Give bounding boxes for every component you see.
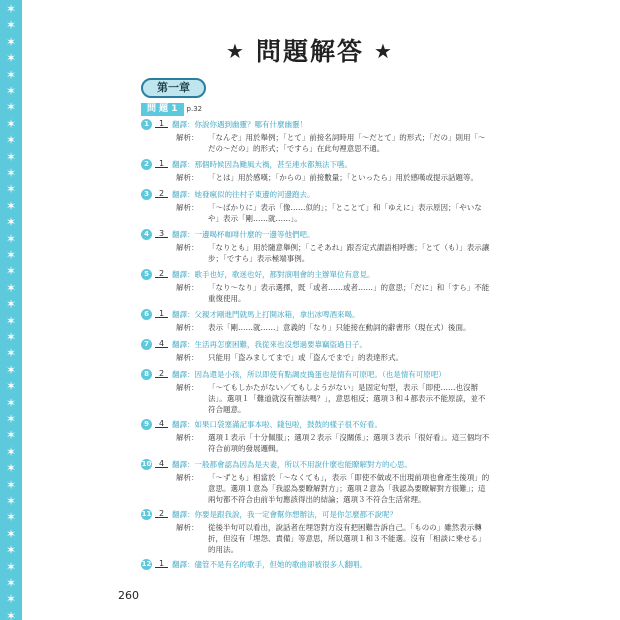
question-number-badge: 7 — [141, 339, 152, 350]
translation-body: 你要是跟我說，我一定會幫你想辦法，可是你怎麼都不說呢？ — [194, 510, 397, 519]
answer-item — [141, 189, 491, 223]
translation-row — [141, 509, 491, 520]
explanation-label: 解析： — [176, 323, 199, 332]
explanation — [176, 432, 492, 454]
strip-star-icon: ✶ — [5, 166, 17, 180]
explanation-label: 解析： — [176, 523, 199, 532]
translation-body: 生活再怎麼困難，我從來也沒想過要靠竊盜過日子。 — [194, 340, 367, 349]
decorative-star-strip — [0, 0, 22, 620]
translation-label: 翻譯： — [172, 340, 195, 349]
explanation — [176, 172, 492, 183]
strip-star-icon: ✶ — [5, 18, 17, 33]
translation-row — [141, 309, 491, 320]
page-title-text: 問題解答 — [255, 37, 364, 66]
strip-star-icon: ✶ — [5, 412, 17, 426]
translation-body: 她發瘋似的往村子東邊的河邊跑去。 — [194, 190, 315, 199]
answer-choice: 2 — [155, 188, 168, 198]
strip-star-icon: ✶ — [5, 182, 17, 197]
answer-choice: 4 — [155, 458, 168, 468]
question-number-badge: 11 — [141, 510, 152, 518]
strip-star-icon: ✶ — [5, 2, 17, 16]
answer-choice: 4 — [155, 338, 168, 348]
translation-row — [141, 369, 491, 380]
translation-body: 如果口袋塞滿記事本啦、錢包啦，鼓鼓的樣子很不好看。 — [194, 420, 382, 429]
translation-label: 翻譯： — [172, 160, 195, 169]
translation-row — [141, 119, 491, 130]
strip-star-icon: ✶ — [5, 51, 17, 66]
translation-body: 那個時候因為颱風大禍，甚至連水都無法下嚥。 — [194, 160, 352, 169]
translation-label: 翻譯： — [172, 270, 195, 279]
translation-row — [141, 419, 491, 430]
explanation — [176, 352, 492, 363]
translation-label: 翻譯： — [172, 120, 195, 129]
strip-star-icon: ✶ — [5, 297, 17, 312]
translation-text — [172, 119, 307, 130]
strip-star-icon: ✶ — [5, 444, 17, 459]
translation-text — [172, 189, 315, 200]
answer-item — [141, 509, 491, 554]
strip-star-icon: ✶ — [5, 264, 17, 279]
translation-row — [141, 559, 491, 570]
strip-star-icon: ✶ — [5, 133, 17, 148]
explanation — [176, 522, 492, 555]
translation-text — [172, 509, 397, 520]
explanation — [176, 132, 492, 154]
translation-text — [172, 309, 360, 320]
translation-label: 翻譯： — [172, 420, 195, 429]
strip-star-icon: ✶ — [5, 461, 17, 476]
explanation — [176, 472, 492, 505]
answer-choice: 1 — [155, 158, 168, 168]
strip-star-icon: ✶ — [5, 526, 17, 541]
answer-item — [141, 229, 491, 263]
answer-item — [141, 369, 491, 414]
question-number-badge: 6 — [141, 309, 152, 320]
answer-item — [141, 159, 491, 182]
translation-label: 翻譯： — [172, 510, 195, 519]
explanation-label: 解析： — [176, 173, 199, 182]
strip-star-icon: ✶ — [5, 592, 17, 607]
explanation-body: 只能用「盗みましてまで」或「盗んでまで」的表達形式。 — [208, 353, 403, 362]
explanation — [176, 322, 492, 333]
strip-star-icon: ✶ — [5, 67, 17, 82]
page-number: 260 — [118, 589, 139, 602]
explanation — [176, 282, 492, 304]
answer-choice: 2 — [155, 368, 168, 378]
translation-text — [172, 229, 315, 240]
translation-label: 翻譯： — [172, 230, 195, 239]
translation-text — [172, 159, 352, 170]
translation-text — [172, 269, 375, 280]
translation-row — [141, 159, 491, 170]
answer-item — [141, 559, 491, 570]
answer-choice: 1 — [155, 308, 168, 318]
explanation-body: 「～ばかりに」表示「像……似的」；「とことて」和「ゆえに」表示原因；「やいなや」表示「剛……就……」。 — [208, 203, 482, 223]
answer-item — [141, 119, 491, 153]
strip-star-icon: ✶ — [5, 346, 17, 361]
strip-star-icon: ✶ — [5, 100, 17, 115]
strip-star-icon: ✶ — [5, 477, 17, 492]
strip-star-icon: ✶ — [5, 116, 17, 131]
answer-item — [141, 269, 491, 303]
answer-item — [141, 309, 491, 332]
answer-item — [141, 419, 491, 453]
translation-text — [172, 339, 367, 350]
title-star-right-icon: ★ — [374, 39, 394, 63]
explanation-body: 「なり～なり」表示選擇，既「或者……或者……」的意思；「だに」和「すら」不能重復使用。 — [208, 283, 490, 303]
translation-body: 因為還是小孩，所以即使有點調皮搗蛋也是情有可原吧。（也是情有可原吧） — [194, 370, 446, 379]
explanation-body: 選項１表示「十分佩服」；選項２表示「沒關係」；選項３表示「很好看」。這三個均不符合前項的發展邏輯。 — [208, 433, 490, 453]
question-header — [141, 103, 202, 116]
strip-star-icon: ✶ — [5, 494, 17, 508]
translation-body: 儘管不是有名的歌手，但她的歌曲卻被很多人翻唱。 — [194, 560, 367, 569]
explanation-label: 解析： — [176, 353, 199, 362]
strip-star-icon: ✶ — [5, 34, 17, 49]
question-number-badge: 2 — [141, 159, 152, 170]
explanation-label: 解析： — [176, 433, 199, 442]
question-number-badge: 12 — [141, 560, 152, 568]
translation-row — [141, 189, 491, 200]
answer-choice: 3 — [155, 228, 168, 238]
explanation-body: 表示「剛……就……」意義的「なり」只能接在動詞的辭書形（現在式）後面。 — [208, 323, 471, 332]
explanation-label: 解析： — [176, 473, 199, 482]
translation-body: 歌手也好，歌迷也好，都對演唱會的主辦單位有意見。 — [194, 270, 375, 279]
explanation-label: 解析： — [176, 283, 199, 292]
explanation-label: 解析： — [176, 203, 199, 212]
explanation-body: 從後半句可以看出，說話者在埋怨對方沒有把困難告訴自己。「ものの」雖然表示轉折，但沒有「埋怨、責備」等意思，所以選項１和３不能選。沒有「相談に乗せる」的用法。 — [208, 523, 486, 554]
translation-body: 一邊喝杯咖啡什麼的一邊等他們吧。 — [194, 230, 315, 239]
answer-choice: 4 — [155, 418, 168, 428]
question-badge: 問 題 1 — [141, 103, 184, 116]
translation-text — [172, 369, 446, 380]
translation-body: 父親才剛進門就馬上打開冰箱，拿出冰啤酒來喝。 — [194, 310, 360, 319]
translation-row — [141, 459, 491, 470]
explanation-body: 「なりとも」用於隨意舉例；「こそあれ」跟否定式謂語相呼應；「とて（も）」表示讓步；「ですら」表示極端事例。 — [208, 243, 490, 263]
strip-star-icon: ✶ — [5, 559, 17, 574]
explanation-body: 「なんぞ」用於舉例；「とて」前接名詞時用「～だとて」的形式；「だの」則用「～だの～だの」的形式；「ですら」在此句裡意思不通。 — [208, 133, 486, 153]
answer-choice: 2 — [155, 268, 168, 278]
strip-star-icon: ✶ — [5, 379, 17, 394]
question-number-badge: 9 — [141, 419, 152, 430]
translation-body: 你說你遇到幽靈？哪有什麼幽靈！ — [194, 120, 307, 129]
translation-row — [141, 229, 491, 240]
translation-label: 翻譯： — [172, 460, 195, 469]
answer-choice: 2 — [155, 508, 168, 518]
translation-row — [141, 339, 491, 350]
strip-star-icon: ✶ — [5, 608, 17, 620]
explanation-label: 解析： — [176, 383, 199, 392]
strip-star-icon: ✶ — [5, 510, 17, 525]
page-title — [0, 32, 620, 68]
answer-item — [141, 459, 491, 504]
strip-star-icon: ✶ — [5, 543, 17, 558]
strip-star-icon: ✶ — [5, 215, 17, 230]
strip-star-icon: ✶ — [5, 576, 17, 590]
strip-star-icon: ✶ — [5, 248, 17, 262]
explanation-body: 「～ずとも」相當於「～なくても」，表示「即使不做或不出現前項也會產生後項」的意思。選項１意為「我認為要瞭解對方」；選項２意為「我認為要瞭解對方很難」；這兩句都不符合由前半句應該得出的結論；選項３不符合生活常理。 — [208, 473, 490, 504]
question-page-ref: p.32 — [186, 105, 203, 113]
explanation — [176, 382, 492, 415]
question-number-badge: 3 — [141, 189, 152, 200]
strip-star-icon: ✶ — [5, 198, 17, 213]
question-number-badge: 1 — [141, 119, 152, 130]
question-number-badge: 4 — [141, 229, 152, 240]
explanation-body: 「～てもしかたがない／てもしようがない」是固定句型，表示「即使……也沒辦法」。選項１「難道就沒有辦法嗎？」，意思相反；選項３和４都表示不能原諒，並不符合題意。 — [208, 383, 486, 414]
translation-label: 翻譯： — [172, 190, 195, 199]
explanation-label: 解析： — [176, 243, 199, 252]
strip-star-icon: ✶ — [5, 231, 17, 246]
strip-star-icon: ✶ — [5, 313, 17, 328]
strip-star-icon: ✶ — [5, 362, 17, 377]
explanation-label: 解析： — [176, 133, 199, 142]
explanation — [176, 202, 492, 224]
strip-star-icon: ✶ — [5, 395, 17, 410]
strip-star-icon: ✶ — [5, 280, 17, 295]
strip-star-icon: ✶ — [5, 149, 17, 164]
translation-label: 翻譯： — [172, 560, 195, 569]
explanation-body: 「とは」用於感嘆；「からの」前接數量；「といったら」用於感嘆或提示話題等。 — [208, 173, 478, 182]
answer-item — [141, 339, 491, 362]
title-star-left-icon: ★ — [226, 39, 246, 63]
translation-text — [172, 459, 412, 470]
strip-star-icon: ✶ — [5, 330, 17, 344]
question-number-badge: 5 — [141, 269, 152, 280]
strip-star-icon: ✶ — [5, 84, 17, 98]
translation-label: 翻譯： — [172, 310, 195, 319]
question-number-badge: 8 — [141, 369, 152, 380]
translation-label: 翻譯： — [172, 370, 195, 379]
translation-text — [172, 419, 382, 430]
translation-row — [141, 269, 491, 280]
explanation — [176, 242, 492, 264]
question-number-badge: 10 — [141, 460, 152, 468]
strip-star-icon: ✶ — [5, 428, 17, 443]
translation-text — [172, 559, 367, 570]
chapter-label: 第一章 — [141, 78, 206, 98]
answer-choice: 1 — [155, 118, 168, 128]
translation-body: 一般都會認為因為是夫妻，所以不用說什麼也能瞭解對方的心思。 — [194, 460, 412, 469]
answer-choice: 1 — [155, 558, 168, 568]
